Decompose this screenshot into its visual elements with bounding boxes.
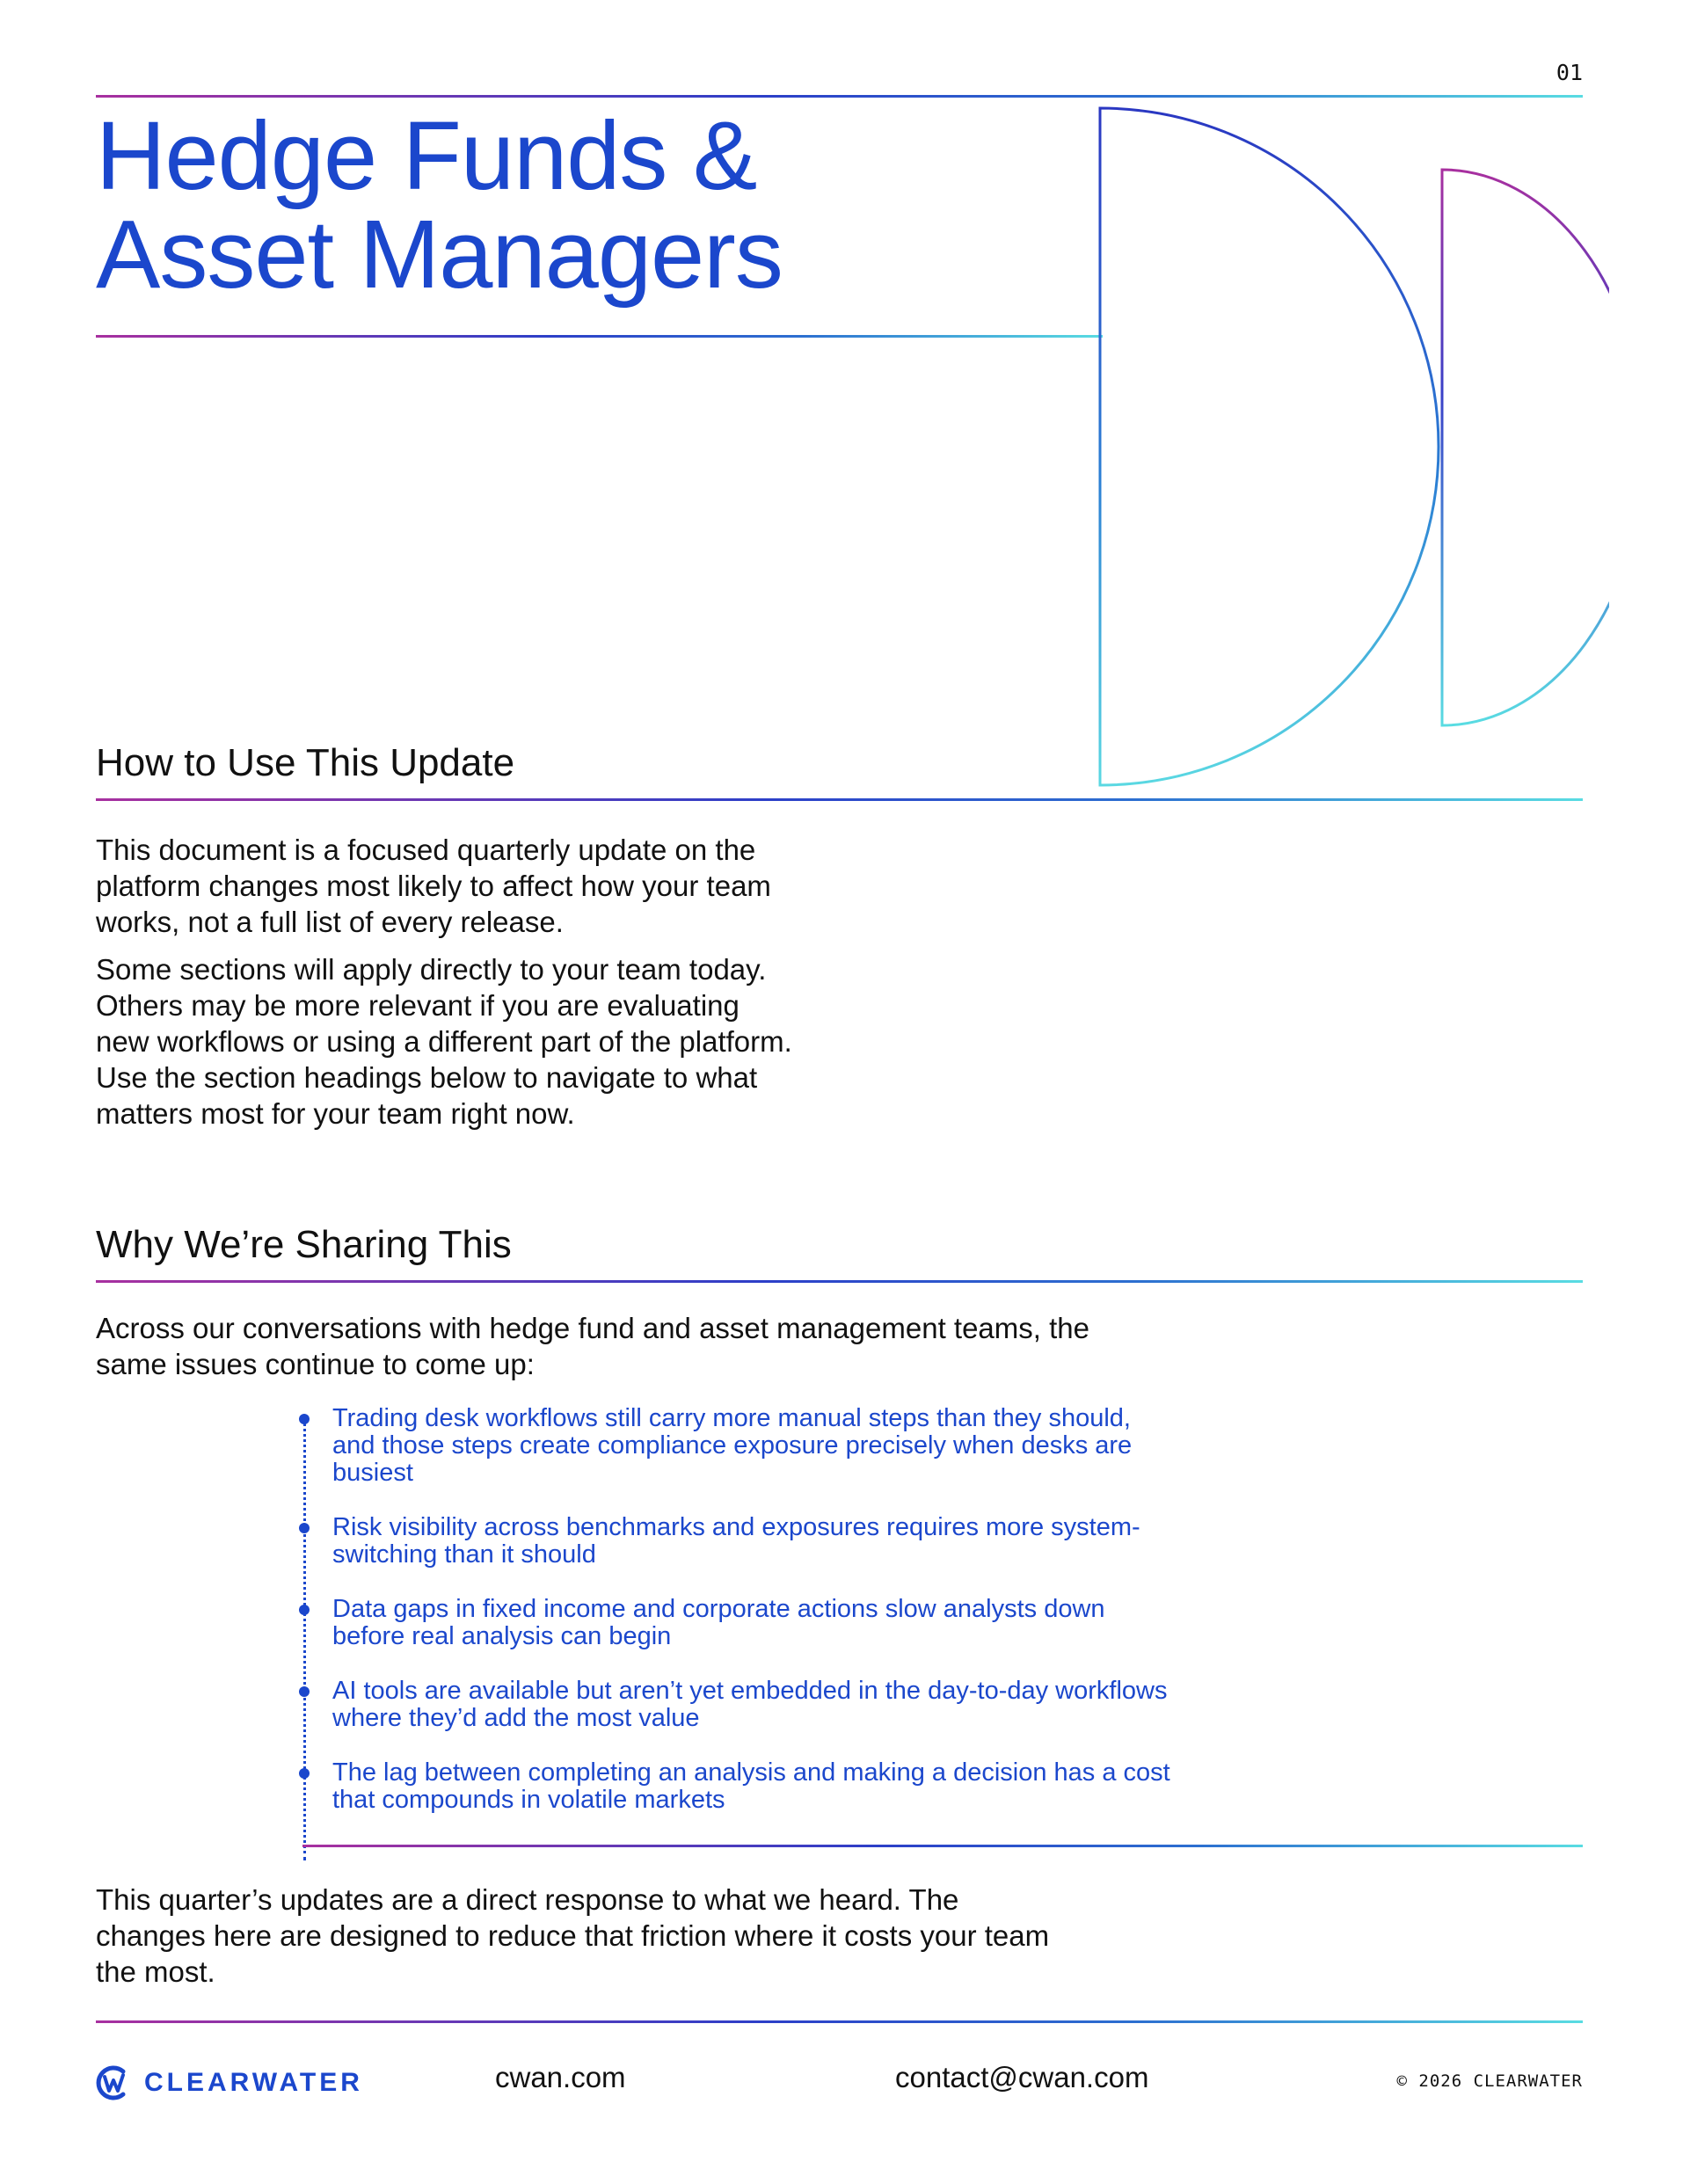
- page-title-line-2: Asset Managers: [96, 200, 783, 309]
- bullet-icon: [299, 1414, 310, 1424]
- page-title: [96, 102, 783, 309]
- email-link[interactable]: contact@cwan.com: [895, 2061, 1149, 2093]
- decorative-half-circles: [1082, 97, 1609, 800]
- brand-name: CLEARWATER: [144, 2068, 363, 2097]
- clearwater-logo[interactable]: [91, 2063, 363, 2103]
- issue-text: Trading desk workflows still carry more manual steps than they should, and those steps create compliance exposure precisely when desks are busiest: [332, 1404, 1133, 1487]
- title-underline: [96, 335, 1103, 338]
- issue-text: The lag between completing an analysis and making a decision has a cost that compounds in volatile markets: [332, 1758, 1170, 1814]
- list-item: [299, 1678, 1178, 1732]
- issue-text: Risk visibility across benchmarks and exposures requires more system-switching than it should: [332, 1513, 1140, 1569]
- copyright: © 2026 CLEARWATER: [1396, 2071, 1583, 2091]
- clearwater-icon: [91, 2063, 132, 2103]
- how-to-paragraph-1: This document is a focused quarterly update on the platform changes most likely to affect how your team works, not a full list of every release.: [96, 834, 771, 938]
- website-link[interactable]: cwan.com: [495, 2061, 626, 2093]
- list-item: [299, 1514, 1178, 1569]
- how-to-paragraph-2: Some sections will apply directly to your team today. Others may be more relevant if you are evaluating new workflows or using a different part of the platform. Use the section headings below to navigate to what matters most for your team right now.: [96, 953, 792, 1130]
- why-closing: This quarter’s updates are a direct response to what we heard. The changes here are designed to reduce that friction where it costs your team the most.: [96, 1883, 1050, 1988]
- footer-rule: [96, 2020, 1583, 2023]
- list-item: [299, 1596, 1178, 1650]
- issue-text: Data gaps in fixed income and corporate actions slow analysts down before real analysis can begin: [332, 1595, 1105, 1650]
- issues-list: [299, 1405, 1178, 1841]
- list-item: [299, 1759, 1178, 1814]
- large-half-circle: [1100, 108, 1439, 785]
- bullet-icon: [299, 1523, 310, 1533]
- bullet-icon: [299, 1605, 310, 1615]
- why-rule: [96, 1280, 1583, 1283]
- issue-text: AI tools are available but aren’t yet embedded in the day-to-day workflows where they’d add the most value: [332, 1677, 1168, 1732]
- why-intro: Across our conversations with hedge fund and asset management teams, the same issues continue to come up:: [96, 1312, 1089, 1380]
- bullet-icon: [299, 1686, 310, 1697]
- small-half-circle: [1442, 170, 1609, 725]
- why-heading: Why We’re Sharing This: [96, 1223, 512, 1266]
- page-title-line-1: Hedge Funds &: [96, 102, 757, 210]
- bullet-icon: [299, 1768, 310, 1779]
- list-item: [299, 1405, 1178, 1487]
- how-to-rule: [96, 798, 1583, 801]
- issues-rule: [302, 1845, 1583, 1847]
- how-to-heading: How to Use This Update: [96, 741, 515, 784]
- page-number: 01: [1556, 60, 1583, 85]
